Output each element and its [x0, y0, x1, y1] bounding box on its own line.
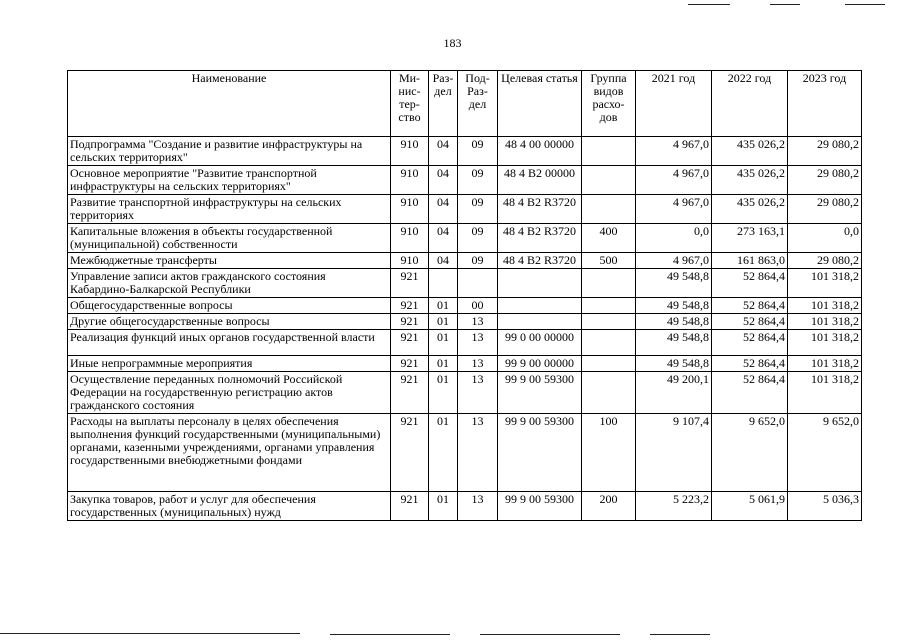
table-row — [68, 224, 862, 253]
cell-2023: 101 318,2 — [788, 356, 862, 372]
col-header-section: Раз-дел — [429, 71, 458, 137]
col-header-target-article: Целевая статья — [498, 71, 582, 137]
cell-section: 01 — [429, 314, 458, 330]
scan-artifact — [688, 4, 730, 5]
cell-target-article: 48 4 В2 R3720 — [498, 224, 582, 253]
cell-expense-group: 500 — [582, 253, 636, 269]
col-header-2023: 2023 год — [788, 71, 862, 137]
cell-ministry: 921 — [391, 372, 429, 414]
cell-section: 01 — [429, 298, 458, 314]
cell-2021: 49 548,8 — [636, 298, 712, 314]
cell-section: 04 — [429, 166, 458, 195]
cell-subsection: 13 — [458, 492, 498, 521]
cell-subsection: 13 — [458, 356, 498, 372]
cell-2021: 49 548,8 — [636, 330, 712, 356]
cell-target-article: 48 4 00 00000 — [498, 137, 582, 166]
cell-2022: 161 863,0 — [712, 253, 788, 269]
cell-name: Закупка товаров, работ и услуг для обеспечения государственных (муниципальных) нужд — [68, 492, 391, 521]
table-row — [68, 492, 862, 521]
cell-name: Управление записи актов гражданского состояния Кабардино-Балкарской Республики — [68, 269, 391, 298]
col-header-2021: 2021 год — [636, 71, 712, 137]
cell-2022: 52 864,4 — [712, 269, 788, 298]
cell-expense-group — [582, 330, 636, 356]
cell-name: Капитальные вложения в объекты государственной (муниципальной) собственности — [68, 224, 391, 253]
cell-2021: 49 548,8 — [636, 269, 712, 298]
cell-section: 01 — [429, 414, 458, 492]
cell-2023: 29 080,2 — [788, 166, 862, 195]
table-row — [68, 195, 862, 224]
scan-artifact — [0, 633, 300, 634]
cell-name: Подпрограмма "Создание и развитие инфраструктуры на сельских территориях" — [68, 137, 391, 166]
cell-2022: 52 864,4 — [712, 330, 788, 356]
cell-target-article: 99 9 00 59300 — [498, 372, 582, 414]
cell-ministry: 921 — [391, 314, 429, 330]
scan-artifact — [480, 634, 620, 635]
cell-ministry: 921 — [391, 269, 429, 298]
cell-target-article: 48 4 В2 R3720 — [498, 195, 582, 224]
cell-target-article — [498, 298, 582, 314]
cell-ministry: 910 — [391, 137, 429, 166]
cell-2022: 52 864,4 — [712, 356, 788, 372]
cell-target-article: 99 9 00 59300 — [498, 492, 582, 521]
col-header-name: Наименование — [68, 71, 391, 137]
cell-2023: 0,0 — [788, 224, 862, 253]
cell-name: Основное мероприятие "Развитие транспортной инфраструктуры на сельских территориях" — [68, 166, 391, 195]
table-row — [68, 298, 862, 314]
cell-expense-group — [582, 298, 636, 314]
cell-ministry: 910 — [391, 195, 429, 224]
cell-2021: 4 967,0 — [636, 253, 712, 269]
cell-ministry: 921 — [391, 330, 429, 356]
cell-ministry: 910 — [391, 224, 429, 253]
cell-2021: 4 967,0 — [636, 166, 712, 195]
cell-subsection: 09 — [458, 166, 498, 195]
cell-2023: 29 080,2 — [788, 253, 862, 269]
budget-table — [67, 70, 862, 521]
cell-expense-group: 100 — [582, 414, 636, 492]
cell-2022: 52 864,4 — [712, 298, 788, 314]
cell-expense-group: 200 — [582, 492, 636, 521]
cell-subsection: 00 — [458, 298, 498, 314]
cell-2021: 9 107,4 — [636, 414, 712, 492]
cell-name: Другие общегосударственные вопросы — [68, 314, 391, 330]
scan-artifact — [650, 634, 710, 635]
table-row — [68, 372, 862, 414]
cell-target-article: 48 4 В2 00000 — [498, 166, 582, 195]
col-header-ministry: Ми-нис-тер-ство — [391, 71, 429, 137]
cell-2022: 435 026,2 — [712, 166, 788, 195]
cell-section: 04 — [429, 224, 458, 253]
page-number: 183 — [443, 36, 462, 50]
cell-2023: 9 652,0 — [788, 414, 862, 492]
cell-2021: 4 967,0 — [636, 137, 712, 166]
cell-expense-group — [582, 166, 636, 195]
cell-2023: 5 036,3 — [788, 492, 862, 521]
cell-ministry: 910 — [391, 166, 429, 195]
cell-subsection: 09 — [458, 224, 498, 253]
table-row — [68, 414, 862, 492]
cell-name: Общегосударственные вопросы — [68, 298, 391, 314]
cell-name: Межбюджетные трансферты — [68, 253, 391, 269]
table-row — [68, 253, 862, 269]
cell-2023: 101 318,2 — [788, 314, 862, 330]
cell-name: Расходы на выплаты персоналу в целях обеспечения выполнения функций государственными (муниципальными) органами, казенными учреждениями, органами управления государственными внебюджетными фондами — [68, 414, 391, 492]
cell-expense-group — [582, 372, 636, 414]
cell-expense-group — [582, 269, 636, 298]
cell-expense-group — [582, 356, 636, 372]
cell-expense-group: 400 — [582, 224, 636, 253]
cell-section: 01 — [429, 372, 458, 414]
scan-artifact — [845, 4, 885, 5]
cell-ministry: 921 — [391, 298, 429, 314]
cell-target-article: 99 0 00 00000 — [498, 330, 582, 356]
cell-2021: 4 967,0 — [636, 195, 712, 224]
cell-target-article — [498, 314, 582, 330]
cell-section: 01 — [429, 492, 458, 521]
cell-2022: 52 864,4 — [712, 314, 788, 330]
cell-target-article: 48 4 В2 R3720 — [498, 253, 582, 269]
scan-artifact — [770, 4, 800, 5]
table-row — [68, 269, 862, 298]
cell-ministry: 921 — [391, 492, 429, 521]
cell-2021: 49 548,8 — [636, 356, 712, 372]
cell-2023: 101 318,2 — [788, 298, 862, 314]
cell-expense-group — [582, 314, 636, 330]
cell-2023: 101 318,2 — [788, 372, 862, 414]
cell-ministry: 910 — [391, 253, 429, 269]
table-row — [68, 166, 862, 195]
cell-expense-group — [582, 137, 636, 166]
table-row — [68, 137, 862, 166]
cell-section: 01 — [429, 330, 458, 356]
cell-name: Иные непрограммные мероприятия — [68, 356, 391, 372]
cell-2022: 9 652,0 — [712, 414, 788, 492]
cell-name: Осуществление переданных полномочий Российской Федерации на государственную регистрацию актов гражданского состояния — [68, 372, 391, 414]
cell-section — [429, 269, 458, 298]
cell-expense-group — [582, 195, 636, 224]
cell-subsection: 13 — [458, 314, 498, 330]
cell-target-article: 99 9 00 00000 — [498, 356, 582, 372]
cell-subsection: 13 — [458, 414, 498, 492]
cell-2022: 52 864,4 — [712, 372, 788, 414]
cell-subsection — [458, 269, 498, 298]
cell-2023: 101 318,2 — [788, 269, 862, 298]
cell-2021: 49 200,1 — [636, 372, 712, 414]
cell-target-article: 99 9 00 59300 — [498, 414, 582, 492]
cell-section: 04 — [429, 137, 458, 166]
cell-ministry: 921 — [391, 414, 429, 492]
table-header — [68, 71, 862, 137]
cell-ministry: 921 — [391, 356, 429, 372]
cell-section: 04 — [429, 253, 458, 269]
cell-2021: 5 223,2 — [636, 492, 712, 521]
col-header-subsection: Под-Раз-дел — [458, 71, 498, 137]
cell-subsection: 09 — [458, 253, 498, 269]
cell-2021: 49 548,8 — [636, 314, 712, 330]
cell-section: 01 — [429, 356, 458, 372]
cell-2023: 29 080,2 — [788, 195, 862, 224]
cell-2021: 0,0 — [636, 224, 712, 253]
cell-2022: 5 061,9 — [712, 492, 788, 521]
cell-subsection: 09 — [458, 195, 498, 224]
col-header-2022: 2022 год — [712, 71, 788, 137]
table-row — [68, 330, 862, 356]
cell-2022: 435 026,2 — [712, 195, 788, 224]
cell-name: Реализация функций иных органов государственной власти — [68, 330, 391, 356]
cell-target-article — [498, 269, 582, 298]
cell-2023: 29 080,2 — [788, 137, 862, 166]
cell-2022: 273 163,1 — [712, 224, 788, 253]
cell-name: Развитие транспортной инфраструктуры на сельских территориях — [68, 195, 391, 224]
cell-subsection: 13 — [458, 372, 498, 414]
table-row — [68, 314, 862, 330]
table-row — [68, 356, 862, 372]
cell-subsection: 13 — [458, 330, 498, 356]
cell-section: 04 — [429, 195, 458, 224]
cell-2022: 435 026,2 — [712, 137, 788, 166]
cell-2023: 101 318,2 — [788, 330, 862, 356]
col-header-expense-group: Группа видов расхо-дов — [582, 71, 636, 137]
cell-subsection: 09 — [458, 137, 498, 166]
scan-artifact — [330, 634, 450, 635]
